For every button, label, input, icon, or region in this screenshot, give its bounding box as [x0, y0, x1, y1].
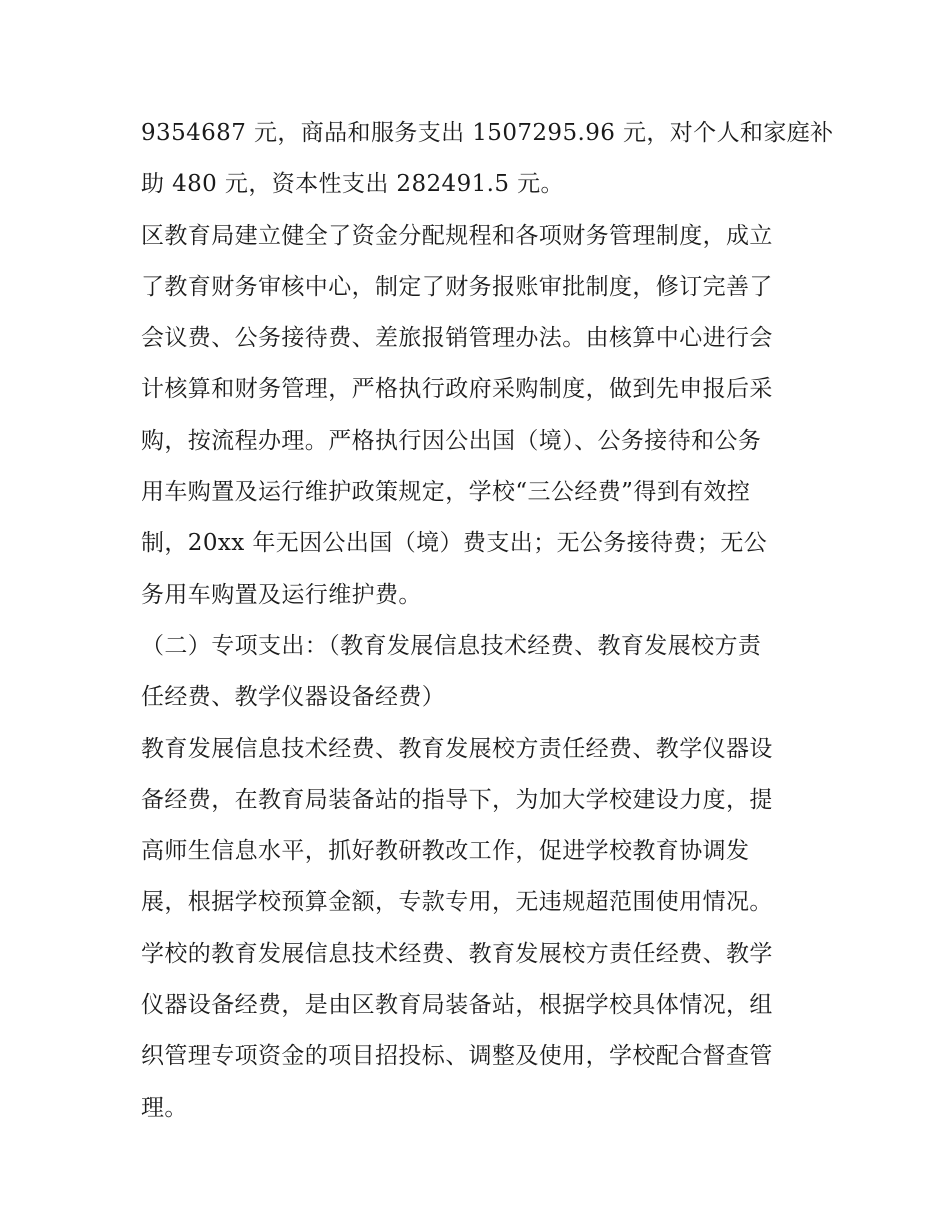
- text-line: 织管理专项资金的项目招投标、调整及使用，学校配合督查管: [141, 1043, 773, 1070]
- text-line: 务用车购置及运行维护费。: [141, 581, 422, 608]
- text-line: 9354687 元，商品和服务支出 1507295.96 元，对个人和家庭补: [141, 120, 834, 146]
- text-line: 区教育局建立健全了资金分配规程和各项财务管理制度，成立: [141, 222, 773, 249]
- text-line: 用车购置及运行维护政策规定，学校“三公经费”得到有效控: [141, 479, 751, 506]
- text-line: 制，20xx 年无因公出国（境）费支出；无公务接待费；无公: [141, 530, 768, 557]
- section-heading: 任经费、教学仪器设备经费）: [141, 684, 446, 711]
- text-line: 仪器设备经费，是由区教育局装备站，根据学校具体情况，组: [141, 992, 773, 1019]
- text-line: 展，根据学校预算金额，专款专用，无违规超范围使用情况。: [141, 889, 773, 916]
- text-line: 高师生信息水平，抓好教研教改工作，促进学校教育协调发: [141, 838, 750, 865]
- text-line: 助 480 元，资本性支出 282491.5 元。: [141, 171, 564, 198]
- body-text: [141, 108, 834, 1134]
- text-line: 购，按流程办理。严格执行因公出国（境）、公务接待和公务: [141, 427, 762, 454]
- text-line: 教育发展信息技术经费、教育发展校方责任经费、教学仪器设: [141, 735, 773, 762]
- text-line: 备经费，在教育局装备站的指导下，为加大学校建设力度，提: [141, 786, 773, 813]
- text-line: 理。: [141, 1094, 188, 1121]
- text-line: 了教育财务审核中心，制定了财务报账审批制度，修订完善了: [141, 273, 773, 300]
- text-line: 学校的教育发展信息技术经费、教育发展校方责任经费、教学: [141, 940, 773, 967]
- text-line: 会议费、公务接待费、差旅报销管理办法。由核算中心进行会: [141, 325, 773, 352]
- section-heading: （二）专项支出：（教育发展信息技术经费、教育发展校方责: [141, 632, 762, 659]
- text-line: 计核算和财务管理，严格执行政府采购制度，做到先申报后采: [141, 376, 773, 403]
